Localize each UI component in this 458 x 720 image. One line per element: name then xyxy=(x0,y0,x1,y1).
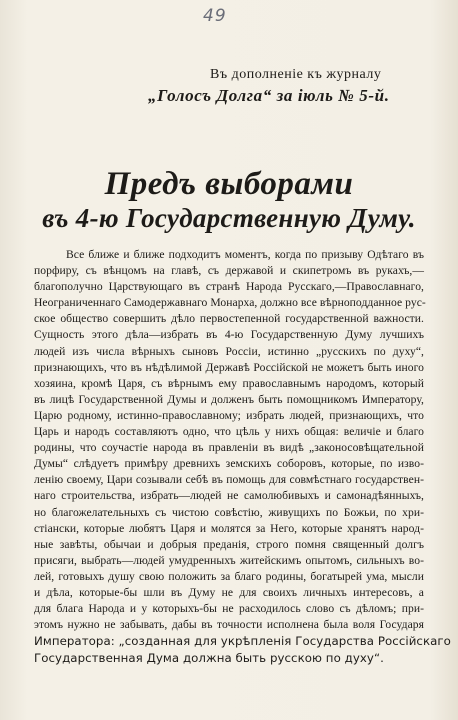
closing-quote-line: Государственная Дума должна быть русскою по духу“. xyxy=(34,651,384,666)
body-line: Царю родному, истинно-православному; избрать людей, признающихъ, что xyxy=(34,408,424,422)
body-line: лей, готовыхъ душу свою положить за благо родины, богатырей ума, мысли xyxy=(34,569,424,583)
body-line: въ лицѣ Государственной Думы и долженъ быть помощникомъ Императору, xyxy=(34,392,424,406)
body-line: присяги, выбрать—людей умудренныхъ житейскимъ опытомъ, сильныхъ во- xyxy=(34,553,424,567)
body-line: Сущность этого дѣла—избрать въ 4-ю Государственную Думу лучшихъ xyxy=(34,328,424,342)
article-title-line1: Предъ выборами xyxy=(104,166,354,202)
body-line: хозяина, кромѣ Царя, съ вѣрнымъ ему православнымъ народомъ, который xyxy=(34,376,424,390)
page-number: 49 xyxy=(203,6,227,26)
article-title-line2: въ 4-ю Государственную Думу. xyxy=(42,203,416,233)
body-line: Все ближе и ближе подходитъ моментъ, когда по призыву Одѣтаго въ xyxy=(66,248,424,261)
body-line: порфиру, съ вѣнцомъ на главѣ, съ державой и скипетромъ въ рукахъ,— xyxy=(34,264,424,278)
body-line: этомъ нужно не забывать, дабы въ точности исполнена была воля Государя xyxy=(34,618,424,632)
body-line: Царь и народъ составляютъ одно, что цѣль у нихъ общая: величіе и благо xyxy=(34,425,424,439)
body-line: ные завѣты, обычаи и добрыя преданія, строго помня священный долгъ xyxy=(34,537,424,551)
body-line: ское общество совершить дѣло первостепенной государственной важности. xyxy=(34,312,424,326)
body-line: людей изъ числа вѣрныхъ сыновъ Россіи, истинно „русскихъ по духу“, xyxy=(34,344,424,358)
body-line: для блага Народа и у которыхъ-бы не расходилось слово съ дѣломъ; при- xyxy=(34,602,424,616)
body-line: и дѣла, которые-бы шли въ Думу не для своихъ личныхъ интересовъ, а xyxy=(34,585,424,599)
closing-quote-line: Императора: „созданная для укрѣпленія Государства Россійскаго xyxy=(34,634,451,649)
journal-reference: „Голосъ Долга“ за іюль № 5-й. xyxy=(148,86,390,105)
body-line: стіански, которые любятъ Царя и молятся за Него, которые хранятъ народ- xyxy=(34,521,424,535)
body-line: благополучно Царствующаго въ странѣ Народа Русскаго,—Православнаго, xyxy=(34,280,424,294)
supplement-note: Въ дополненіе къ журналу xyxy=(210,67,382,82)
body-line: ленію своему, Цари созывали себѣ въ помощь для совмѣстнаго государствен- xyxy=(34,473,424,487)
body-line: родины, что соучастіе народа въ правленіи въ видѣ „законосовѣщательной xyxy=(34,441,424,455)
body-line: Неограниченнаго Самодержавнаго Монарха, должно все вѣрноподданное рус- xyxy=(34,296,426,310)
body-line: признающихъ, что въ нѣдѣлимой Державѣ Россійской не можетъ быть иного xyxy=(34,360,424,374)
body-line: но благожелательныхъ съ чистою совѣстію, живущихъ по Божьи, по хри- xyxy=(34,505,424,519)
article-body xyxy=(34,247,451,667)
body-line: наго строительства, избрать—людей не самолюбивыхъ и самонадѣянныхъ, xyxy=(34,489,424,503)
body-line: Думы“ слѣдуетъ примѣру древнихъ земскихъ соборовъ, которые, по изво- xyxy=(34,457,424,471)
